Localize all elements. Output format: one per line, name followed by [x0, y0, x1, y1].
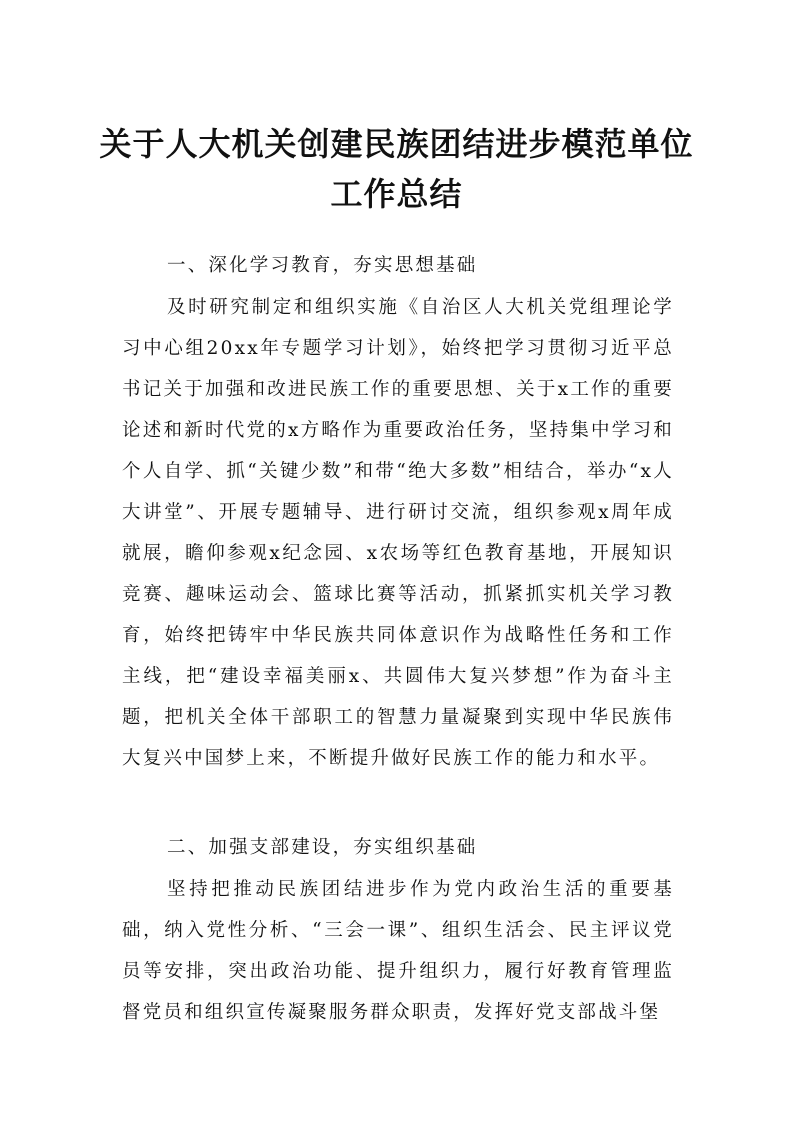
- section-1-paragraph: 及时研究制定和组织实施《自治区人大机关党组理论学习中心组20xx年专题学习计划》，始终把学习贯彻习近平总书记关于加强和改进民族工作的重要思想、关于x工作的重要论述和新时代党的x方略作为重要政治任务，坚持集中学习和个人自学、抓“关键少数”和带“绝大多数”相结合，举办“x人大讲堂”、开展专题辅导、进行研讨交流，组织参观x周年成就展，瞻仰参观x纪念园、x农场等红色教育基地，开展知识竞赛、趣味运动会、篮球比赛等活动，抓紧抓实机关学习教育，始终把铸牢中华民族共同体意识作为战略性任务和工作主线，把“建设幸福美丽x、共圆伟大复兴梦想”作为奋斗主题，把机关全体干部职工的智慧力量凝聚到实现中华民族伟大复兴中国梦上来，不断提升做好民族工作的能力和水平。: [122, 297, 674, 769]
- section-1-heading: 一、深化学习教育，夯实思想基础: [167, 255, 478, 276]
- document-title-line-1: 关于人大机关创建民族团结进步模范单位: [99, 125, 694, 163]
- document-title-line-2: 工作总结: [330, 175, 463, 213]
- section-2-heading: 二、加强支部建设，夯实组织基础: [167, 837, 478, 858]
- section-2-paragraph: 坚持把推动民族团结进步作为党内政治生活的重要基础，纳入党性分析、“三会一课”、组织生活会、民主评议党员等安排，突出政治功能、提升组织力，履行好教育管理监督党员和组织宣传凝聚服务群众职责，发挥好党支部战斗堡: [122, 879, 674, 1023]
